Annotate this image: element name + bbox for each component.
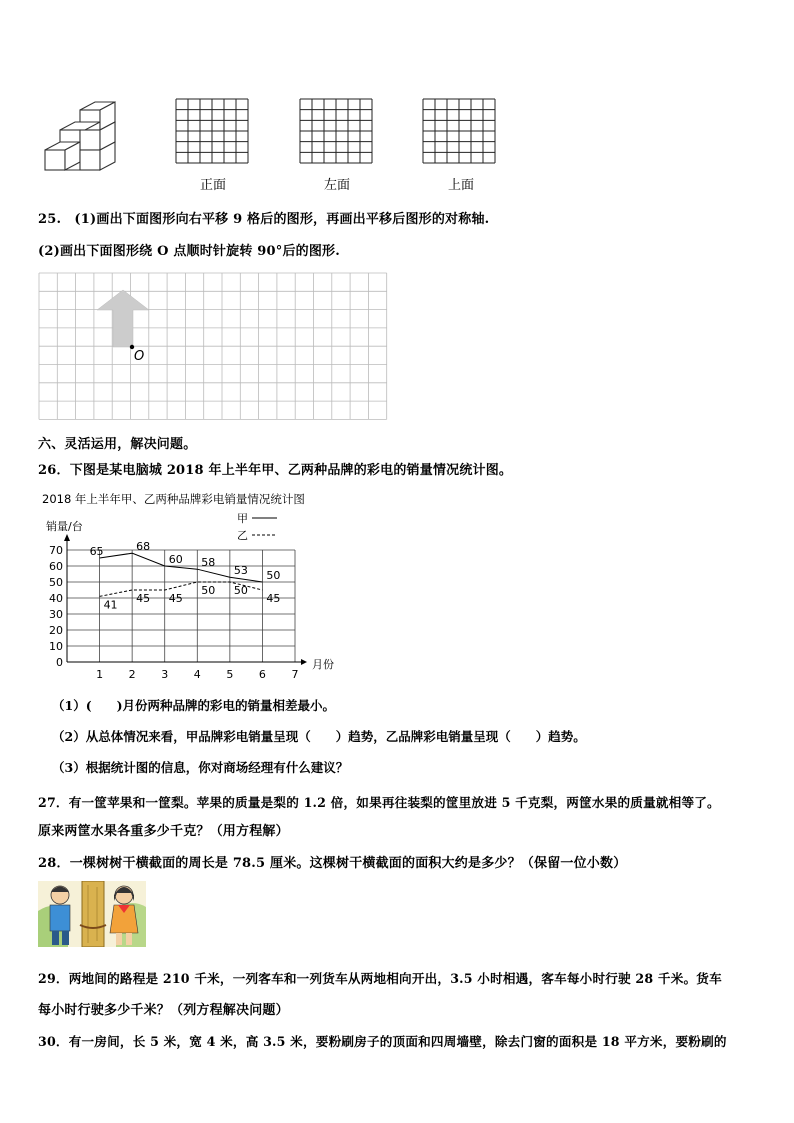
section-6-title: 六、灵活运用，解决问题。 <box>38 437 197 452</box>
data-label: 68 <box>136 540 151 554</box>
data-label: 58 <box>201 556 216 570</box>
legend-label: 甲 <box>237 512 248 525</box>
top-view-grid[interactable] <box>421 97 497 165</box>
x-axis-arrow <box>301 659 307 665</box>
data-label: 65 <box>89 545 104 558</box>
data-label: 45 <box>168 592 183 605</box>
y-tick-label: 70 <box>49 544 63 557</box>
question-26: 26．下图是某电脑城 2018 年上半年甲、乙两种品牌的彩电的销量情况统计图。 <box>38 463 513 478</box>
x-tick-label: 5 <box>226 668 234 678</box>
rotation-grid[interactable] <box>38 272 388 420</box>
left-view-grid[interactable] <box>298 97 374 165</box>
y-axis-arrow <box>64 534 70 541</box>
data-label: 60 <box>168 553 183 566</box>
data-label: 53 <box>233 564 248 578</box>
question-27-line2: 原来两筐水果各重多少千克？（用方程解） <box>38 824 289 839</box>
question-30-line1: 30．有一房间，长 5 米，宽 4 米，高 3.5 米，要粉刷房子的顶面和四周墙壁，除去门窗的面积是 18 平方米，要粉刷的 <box>38 1034 727 1049</box>
y-tick-label: 10 <box>49 640 63 653</box>
question-29-line1: 29．两地间的路程是 210 千米，一列客车和一列货车从两地相向开出，3.5 小时相遇，客车每小时行驶 28 千米。货车 <box>38 971 722 986</box>
question-28: 28．一棵树树干横截面的周长是 78.5 厘米。这棵树干横截面的面积大约是多少？（保留一位小数） <box>38 856 627 871</box>
y-tick-label: 40 <box>49 592 63 605</box>
y-tick-label: 20 <box>49 624 63 637</box>
x-tick-label: 6 <box>258 668 266 678</box>
x-tick-label: 3 <box>161 668 169 678</box>
arrow-shape <box>97 290 149 347</box>
data-label: 50 <box>266 569 281 582</box>
y-tick-label: 0 <box>56 656 63 669</box>
y-tick-label: 60 <box>49 560 63 573</box>
data-label: 45 <box>136 592 151 605</box>
question-26-sub3: （3）根据统计图的信息，你对商场经理有什么建议？ <box>52 760 349 775</box>
cube-stack-figure <box>40 100 130 172</box>
y-tick-label: 50 <box>49 576 63 589</box>
front-view-grid[interactable] <box>174 97 250 165</box>
question-26-sub1: （1）( )月份两种品牌的彩电的销量相差最小。 <box>52 698 336 713</box>
x-tick-label: 4 <box>193 668 201 678</box>
question-29-line2: 每小时行驶多少千米？（列方程解决问题） <box>38 1003 289 1018</box>
top-view-label: 上面 <box>448 178 475 193</box>
rotation-point-label: O <box>134 349 145 364</box>
x-tick-label: 1 <box>96 668 104 678</box>
chart-title: 2018 年上半年甲、乙两种品牌彩电销量情况统计图 <box>42 492 305 506</box>
data-label: 41 <box>103 598 118 612</box>
x-tick-label: 7 <box>291 668 299 678</box>
question-27-line1: 27．有一筐苹果和一筐梨。苹果的质量是梨的 1.2 倍，如果再往装梨的筐里放进 5 千克梨，两筐水果的质量就相等了。 <box>38 795 720 810</box>
legend-label: 乙 <box>237 529 248 542</box>
x-tick-label: 2 <box>128 668 136 678</box>
x-axis-label: 月份 <box>312 658 334 671</box>
front-view-label: 正面 <box>200 178 227 193</box>
data-label: 50 <box>201 584 216 597</box>
question-25-part2: (2)画出下面图形绕 O 点顺时针旋转 90°后的图形. <box>38 244 340 259</box>
question-26-sub2: （2）从总体情况来看，甲品牌彩电销量呈现（ ）趋势，乙品牌彩电销量呈现（ ）趋势。 <box>52 729 586 744</box>
data-label: 50 <box>233 584 248 597</box>
sales-line-chart <box>30 488 350 678</box>
data-label: 45 <box>266 592 281 605</box>
y-axis-label: 销量/台 <box>46 520 83 533</box>
left-view-label: 左面 <box>324 178 351 193</box>
question-25-part1: 25. (1)画出下面图形向右平移 9 格后的图形，再画出平移后图形的对称轴. <box>38 212 490 227</box>
tree-measuring-illustration <box>38 881 146 947</box>
y-tick-label: 30 <box>49 608 63 621</box>
